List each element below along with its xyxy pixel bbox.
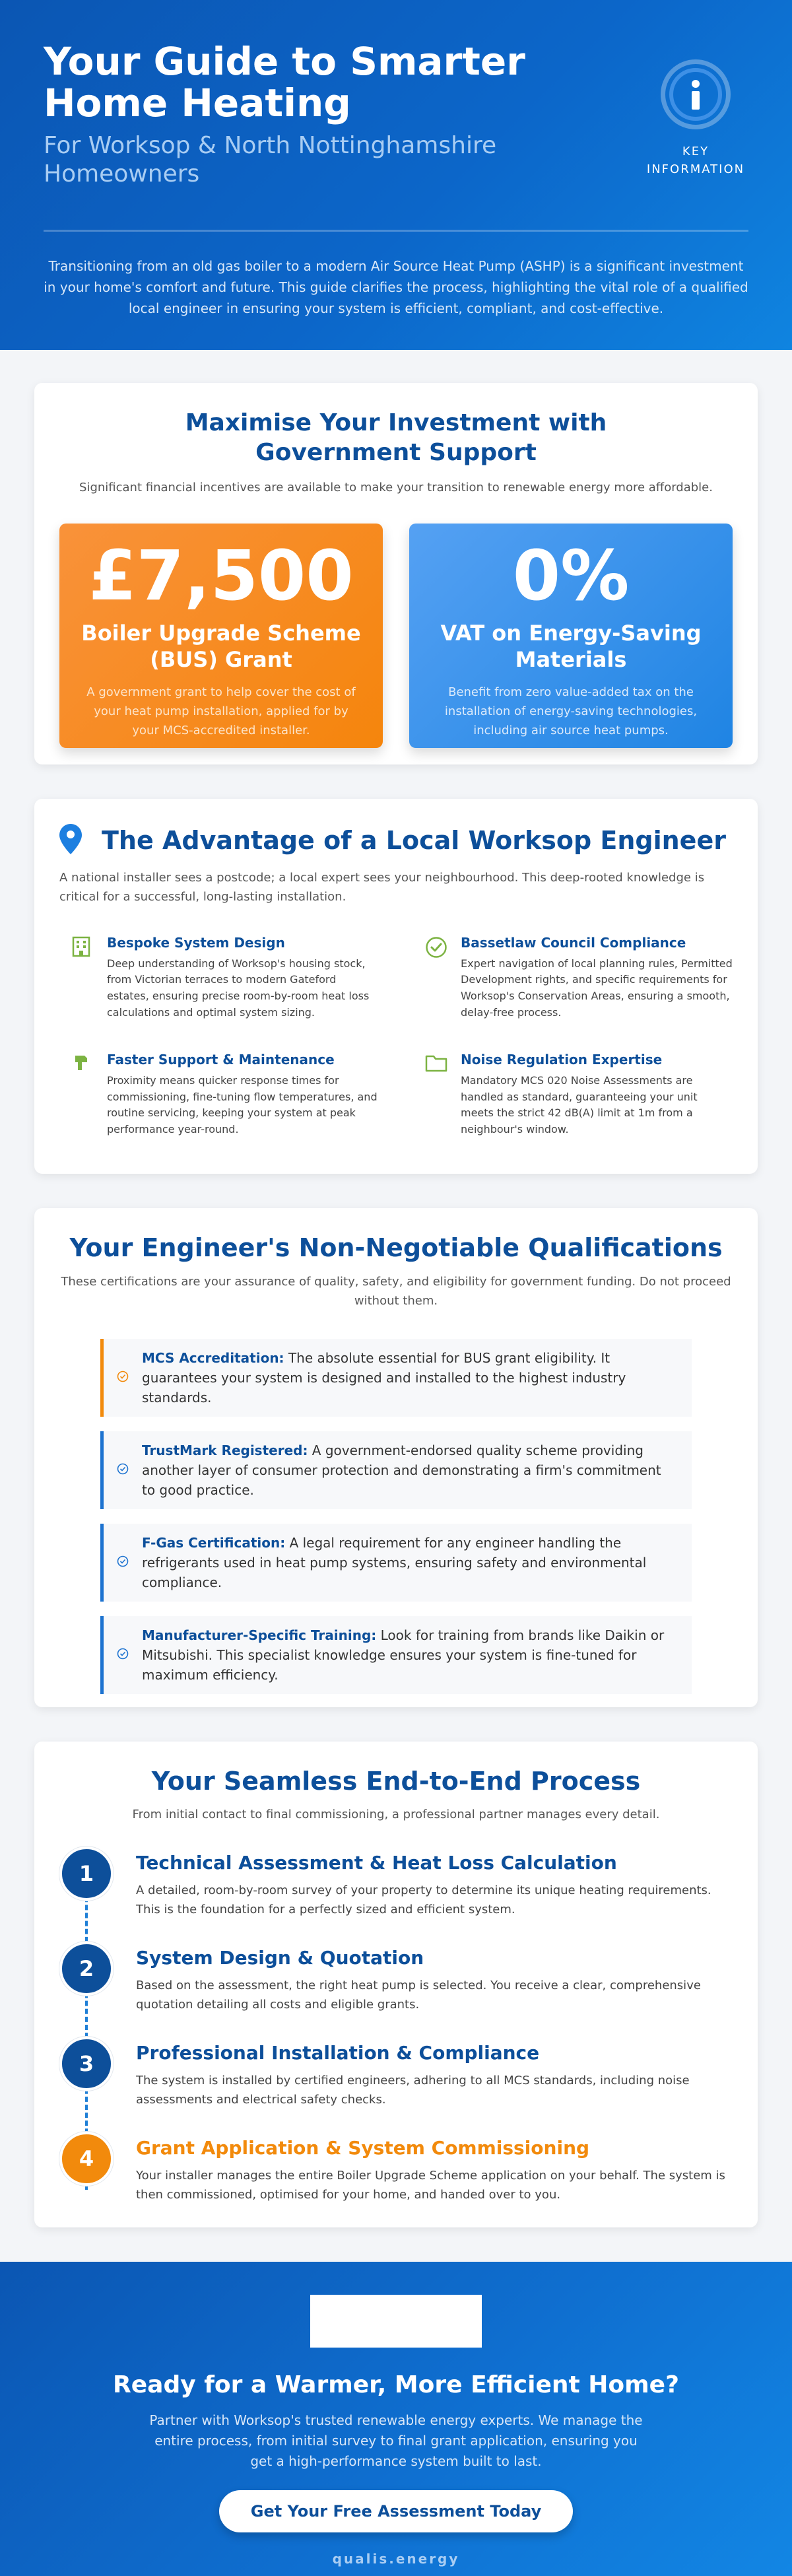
step-title: Technical Assessment & Heat Loss Calculation: [136, 1852, 617, 1874]
step-text: The system is installed by certified engineers, adhering to all MCS standards, including noise assessments and electrical safety checks.: [136, 2074, 690, 2107]
vat-card: [409, 524, 733, 748]
qualification-text: A government-endorsed quality scheme providing another layer of consumer protection and demonstrating a firm's commitment to good practice.: [142, 1442, 661, 1498]
process-step: [59, 2037, 733, 2132]
feature-text: Proximity means quicker response times for commissioning, fine-tuning flow temperatures, and routine servicing, keeping your system at peak performance year-round.: [107, 1073, 378, 1136]
process-timeline: [59, 1847, 733, 2227]
bus-grant-card: [59, 524, 383, 748]
qualification-label: Manufacturer-Specific Training:: [142, 1627, 377, 1643]
feature-item: [425, 1052, 733, 1138]
qualification-label: TrustMark Registered:: [142, 1442, 308, 1458]
qualification-text: Look for training from brands like Daikin or Mitsubishi. This specialist knowledge ensures your system is fine-tuned for maximum efficiency.: [142, 1627, 665, 1683]
cta-text: Partner with Worksop's trusted renewable energy experts. We manage the entire process, from initial survey to final grant application, ensuring you get a high-performance system built to last.: [149, 2412, 643, 2469]
process-section: [34, 1742, 758, 2227]
qualification-item: [100, 1524, 692, 1602]
check-circle-icon: [117, 1463, 129, 1477]
investment-section: [34, 383, 758, 764]
cta-section: [0, 2262, 792, 2576]
grant-name: Boiler Upgrade Scheme (BUS) Grant: [81, 621, 361, 673]
feature-title: Faster Support & Maintenance: [107, 1051, 335, 1068]
check-circle-icon: [117, 1371, 129, 1385]
grant-text: A government grant to help cover the cost of your heat pump installation, applied for by your MCS-accredited installer.: [86, 685, 356, 737]
vat-text: Benefit from zero value-added tax on the installation of energy-saving technologies, including air source heat pumps.: [444, 685, 698, 737]
qualification-label: MCS Accreditation:: [142, 1349, 284, 1366]
step-text: Your installer manages the entire Boiler Upgrade Scheme application on your behalf. The system is then commissioned, optimised for your home, and handed over to you.: [136, 2169, 725, 2202]
qualification-label: F-Gas Certification:: [142, 1534, 286, 1551]
feature-text: Expert navigation of local planning rules, Permitted Development rights, and specific requirements for Worksop's Conservation Areas, ensuring a smooth, delay-free process.: [461, 957, 733, 1019]
feature-title: Bespoke System Design: [107, 934, 285, 951]
step-title: Grant Application & System Commissioning: [136, 2137, 590, 2159]
feature-text: Mandatory MCS 020 Noise Assessments are handled as standard, guaranteeing your unit meets the strict 42 dB(A) limit at 1m from a neighbour's window.: [461, 1073, 698, 1136]
logo-placeholder: [310, 2295, 482, 2348]
step-number: 1: [59, 1847, 114, 1901]
info-icon: [661, 59, 731, 129]
feature-title: Noise Regulation Expertise: [461, 1051, 663, 1068]
check-circle-icon: [117, 1555, 129, 1570]
hero-divider: [44, 230, 748, 232]
investment-title: Maximise Your Investment with Government Support: [185, 409, 607, 466]
website-link[interactable]: qualis.energy: [332, 2551, 460, 2567]
qualification-item: [100, 1339, 692, 1417]
feature-item: [71, 1052, 379, 1138]
check-circle-icon: [425, 935, 447, 1021]
key-information-badge: [643, 59, 748, 189]
qualification-item: [100, 1616, 692, 1694]
key-information-label: KEY INFORMATION: [646, 145, 745, 176]
local-title: The Advantage of a Local Worksop Engineer: [102, 826, 726, 855]
vat-name: VAT on Energy-Saving Materials: [440, 621, 702, 673]
process-step: [59, 1942, 733, 2037]
qualification-text: The absolute essential for BUS grant eligibility. It guarantees your system is designed and installed to the highest industry standards.: [142, 1349, 626, 1406]
feature-text: Deep understanding of Worksop's housing stock, from Victorian terraces to modern Gateford estates, ensuring precise room-by-room heat loss calculations and optimal system sizing.: [107, 957, 370, 1019]
step-text: Based on the assessment, the right heat pump is selected. You receive a clear, comprehensive quotation detailing all costs and eligible grants.: [136, 1979, 701, 2012]
check-circle-icon: [117, 1648, 129, 1662]
step-text: A detailed, room-by-room survey of your property to determine its unique heating requirements. This is the foundation for a perfectly sized and efficient system.: [136, 1883, 711, 1916]
vat-amount: 0%: [512, 535, 630, 616]
local-engineer-section: [34, 799, 758, 1174]
qualifications-section: [34, 1208, 758, 1707]
qualifications-title: Your Engineer's Non-Negotiable Qualifications: [69, 1233, 723, 1262]
page-subtitle: For Worksop & North Nottinghamshire Homeowners: [44, 132, 497, 188]
qualifications-description: These certifications are your assurance of quality, safety, and eligibility for government funding. Do not proceed without them.: [61, 1275, 731, 1308]
hero-intro: Transitioning from an old gas boiler to a modern Air Source Heat Pump (ASHP) is a significant investment in your home's comfort and future. This guide clarifies the process, highlighting the vital role of a qualified local engineer in ensuring your system is efficient, compliant, and cost-effective.: [44, 257, 748, 316]
process-title: Your Seamless End-to-End Process: [151, 1767, 641, 1796]
process-step: [59, 1847, 733, 1942]
feature-title: Bassetlaw Council Compliance: [461, 934, 686, 951]
free-assessment-button[interactable]: Get Your Free Assessment Today: [219, 2490, 574, 2532]
qualification-text: A legal requirement for any engineer handling the refrigerants used in heat pump systems, ensuring safety and environmental compliance.: [142, 1534, 647, 1590]
process-description: From initial contact to final commissioning, a professional partner manages every detail.: [132, 1808, 660, 1821]
page-title: Your Guide to Smarter Home Heating: [44, 39, 525, 125]
map-pin-icon: [59, 824, 82, 857]
grant-amount: £7,500: [88, 535, 354, 616]
wrench-icon: [71, 1052, 94, 1138]
hero-section: [0, 0, 792, 350]
folder-icon: [425, 1052, 447, 1138]
local-description: A national installer sees a postcode; a local expert sees your neighbourhood. This deep-rooted knowledge is critical for a successful, long-lasting installation.: [59, 871, 705, 904]
step-number: 2: [59, 1942, 114, 1996]
investment-description: Significant financial incentives are available to make your transition to renewable energy more affordable.: [79, 481, 713, 494]
step-title: Professional Installation & Compliance: [136, 2042, 540, 2064]
step-number: 3: [59, 2037, 114, 2091]
feature-item: [71, 935, 379, 1021]
qualification-item: [100, 1431, 692, 1509]
building-icon: [71, 935, 94, 1021]
step-title: System Design & Quotation: [136, 1947, 424, 1969]
process-step: [59, 2132, 733, 2227]
feature-item: [425, 935, 733, 1021]
step-number: 4: [59, 2132, 114, 2186]
cta-title: Ready for a Warmer, More Efficient Home?: [113, 2371, 679, 2398]
